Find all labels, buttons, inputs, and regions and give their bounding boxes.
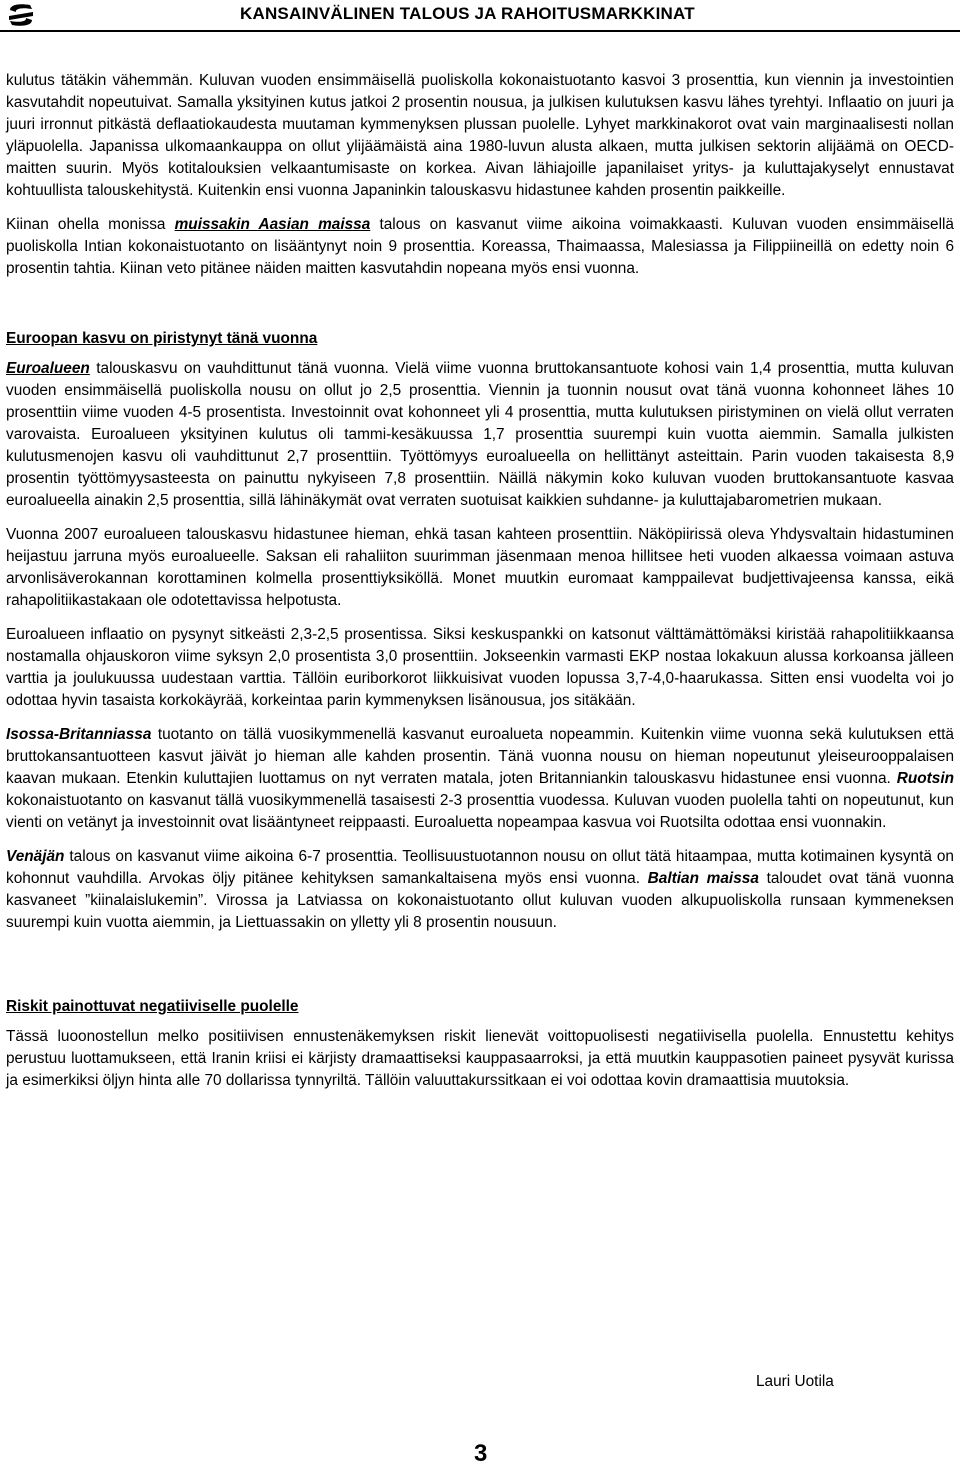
europe-paragraph-2: Vuonna 2007 euroalueen talouskasvu hidastunee hieman, ehkä tasan kahteen prosenttiin. Näköpiirissä oleva Yhdysvaltain hidastuminen heijastuu jarruna myös euroalueelle. Saksan eli rahaliiton suurimman jäsenmaan menoa hillitsee heti vuoden alkaessa voimaan astuva arvonlisäverokannan korottaminen kolmella prosenttiyksiköllä. Monet muutkin euromaat kamppailevat budjettivajeensa kanssa, eikä rahapolitiikastakaan ole odotettavissa helpotusta. (6, 526, 954, 609)
europe-paragraph-1 (6, 358, 954, 512)
europe-p1-text: talouskasvu on vauhdittunut tänä vuonna. Vielä viime vuonna bruttokansantuote kohosi vain 1,4 prosenttia, mutta kuluvan vuoden ensimmäisellä puoliskolla nousu on ollut jo 2,5 prosenttia. Viennin ja tuonnin nousut ovat tänä vuonna kohonneet lähes 10 prosenttiin viime vuoden 4-5 prosentista. Investoinnit ovat kohonneet yli 4 prosenttia, mutta kulutuksen piristyminen on vielä ollut verraten varovaista. Euroalueen yksityinen kulutus oli tammi-kesäkuussa 1,7 prosenttia suurempi kuin vuotta aiemmin. Samalla julkisten kulutusmenojen kasvu oli vauhdittunut 2,7 prosenttiin. Työttömyys euroalueella on hellittänyt asteittain. Parin vuoden takaisesta 8,9 prosentin työttömyysasteesta on painuttu nykyiseen 7,8 prosenttiin. Näillä näkymin koko kuluvan vuoden bruttokansantuote kasvaa euroalueella ainakin 2,5 prosenttia, sillä lähinäkymät ovat verraten suotuisat kaikkien suhdanne- ja kuluttajabarometrien mukaan. (6, 360, 954, 509)
page-number: 3 (474, 1440, 488, 1467)
header-title: KANSAINVÄLINEN TALOUS JA RAHOITUSMARKKINAT (240, 4, 695, 23)
europe-p5-text-a: talous on kasvanut viime aikoina 6-7 prosenttia. Teollisuustuotannon nousu on ollut tätä hitaampaa, mutta kotimainen kysyntä on kohonnut vauhdilla. Arvokas öljy pitänee kehityksen samankaltaisena myös ensi vuonna. (6, 848, 954, 887)
intro-p2-text-a: Kiinan ohella monissa (6, 216, 175, 233)
europe-heading: Euroopan kasvu on piristynyt tänä vuonna (6, 330, 318, 347)
section-spacer (6, 292, 954, 328)
author-signature: Lauri Uotila (756, 1373, 834, 1390)
article-body (6, 70, 954, 1104)
intro-p2-emphasis: muissakin Aasian maissa (174, 216, 371, 233)
europe-paragraph-5 (6, 846, 954, 934)
section-spacer (6, 946, 954, 996)
page-header (0, 0, 960, 30)
europe-p4-text-b: kokonaistuotanto on kasvanut tällä vuosikymmenellä tasaisesti 2-3 prosenttia vuodessa. Kuluvan vuoden puolella tahti on nopeutunut, kun vienti on vetänyt ja investoinnit ovat lisääntyneet reippaasti. Euroaluetta nopeampaa kasvua voi Ruotsilta odottaa ensi vuonnakin. (6, 792, 954, 831)
europe-paragraph-4 (6, 724, 954, 834)
europe-p1-emphasis: Euroalueen (6, 360, 90, 377)
intro-paragraph-1: kulutus tätäkin vähemmän. Kuluvan vuoden ensimmäisellä puoliskolla kokonaistuotanto kasvoi 3 prosenttia, kun viennin ja investointien kasvutahdit nopeutuivat. Samalla yksityinen kutus jatkoi 2 prosentin nousua, ja julkisen kulutuksen kasvu lähes tyrehtyi. Inflaatio on juuri ja juuri irronnut pitkästä deflaatiokaudesta muutaman kymmenyksen plussan puolelle. Lyhyet markkinakorot ovat vain marginaalisesti nollan yläpuolella. Japanissa ulkomaankauppa on ollut ylijäämäistä aina 1980-luvun alusta alkaen, mutta julkisen sektorin alijäämä on OECD-maitten suurin. Myös kotitalouksien velkaantumisaste on korkea. Aivan lähiajoille japanilaiset yritys- ja kuluttajakyselyt ennustavat kohtuullista talouskehitystä. Kuitenkin ensi vuonna Japaninkin talouskasvu hidastunee kahden prosentin paikkeille. (6, 72, 954, 199)
header-divider (0, 30, 960, 32)
risks-paragraph-1: Tässä luoonostellun melko positiivisen ennustenäkemyksen riskit lienevät voittopuolisesti negatiivisella puolella. Ennustettu kehitys perustuu luottamukseen, että Iranin kriisi ei kärjisty dramaattiseksi kauppasaarroksi, ja että muutkin kauppasotien paineet pysyvät kurissa ja esimerkiksi öljyn hinta alle 70 dollarissa tynnyriltä. Tällöin valuuttakurssitkaan ei voi odottaa kovin dramaattisia muutoksia. (6, 1028, 954, 1089)
europe-p5-emphasis-1: Venäjän (6, 848, 65, 865)
intro-p2-text-b: talous on kasvanut viime aikoina voimakkaasti. Kuluvan vuoden ensimmäisellä puoliskolla Intian kokonaistuotanto on lisääntynyt noin 9 prosenttia. Koreassa, Thaimaassa, Malesiassa ja Filippiineillä on edetty noin 6 prosentin tahtia. Kiinan veto pitänee näiden maitten kasvutahdin nopeana myös ensi vuonna. (6, 216, 954, 277)
europe-p4-emphasis-2: Ruotsin (896, 770, 954, 787)
publisher-logo-icon (6, 2, 36, 28)
intro-paragraph-2 (6, 214, 954, 280)
risks-heading: Riskit painottuvat negatiiviselle puolelle (6, 998, 299, 1015)
europe-paragraph-3: Euroalueen inflaatio on pysynyt sitkeästi 2,3-2,5 prosentissa. Siksi keskuspankki on katsonut välttämättömäksi kiristää rahapolitiikkaansa nostamalla ohjauskoron viime syksyn 2,0 prosentista 3,0 prosenttiin. Jokseenkin varmasti EKP nostaa lokakuun alussa korkoansa jälleen varttia ja joulukuussa uudestaan varttia. Tällöin euriborkorot liikkuisivat vuoden lopussa 3,7-4,0-haarukassa. Sitten ensi vuodelta voi jo odottaa hyvin tasaista korkokäyrää, korkeintaa parin kymmenyksen lisänousua, jos sitäkään. (6, 626, 954, 709)
europe-p5-emphasis-2: Baltian maissa (647, 870, 759, 887)
europe-p4-text-a: tuotanto on tällä vuosikymmenellä kasvanut euroalueta nopeammin. Kuitenkin viime vuonna sekä kulutuksen että bruttokansantuotteen kasvut jäivät jo hieman alle kahden prosentin. Tänä vuonna nousu on hieman nopeutunut yleiseurooppalaisen kaavan mukaan. Etenkin kuluttajien luottamus on nyt verraten matala, joten Britanniankin talouskasvu hidastunee ensi vuonna. (6, 726, 954, 787)
europe-p4-emphasis-1: Isossa-Britanniassa (6, 726, 152, 743)
europe-p5-text-b: taloudet ovat tänä vuonna kasvaneet ”kiinalaislukemin”. Virossa ja Latviassa on kokonaistuotanto ollut kuluvan vuoden alkupuoliskolla runsaan kymmeneksen suurempi kuin vuotta aiemmin, ja Liettuassakin on ylletty yli 8 prosentin nousuun. (6, 870, 954, 931)
